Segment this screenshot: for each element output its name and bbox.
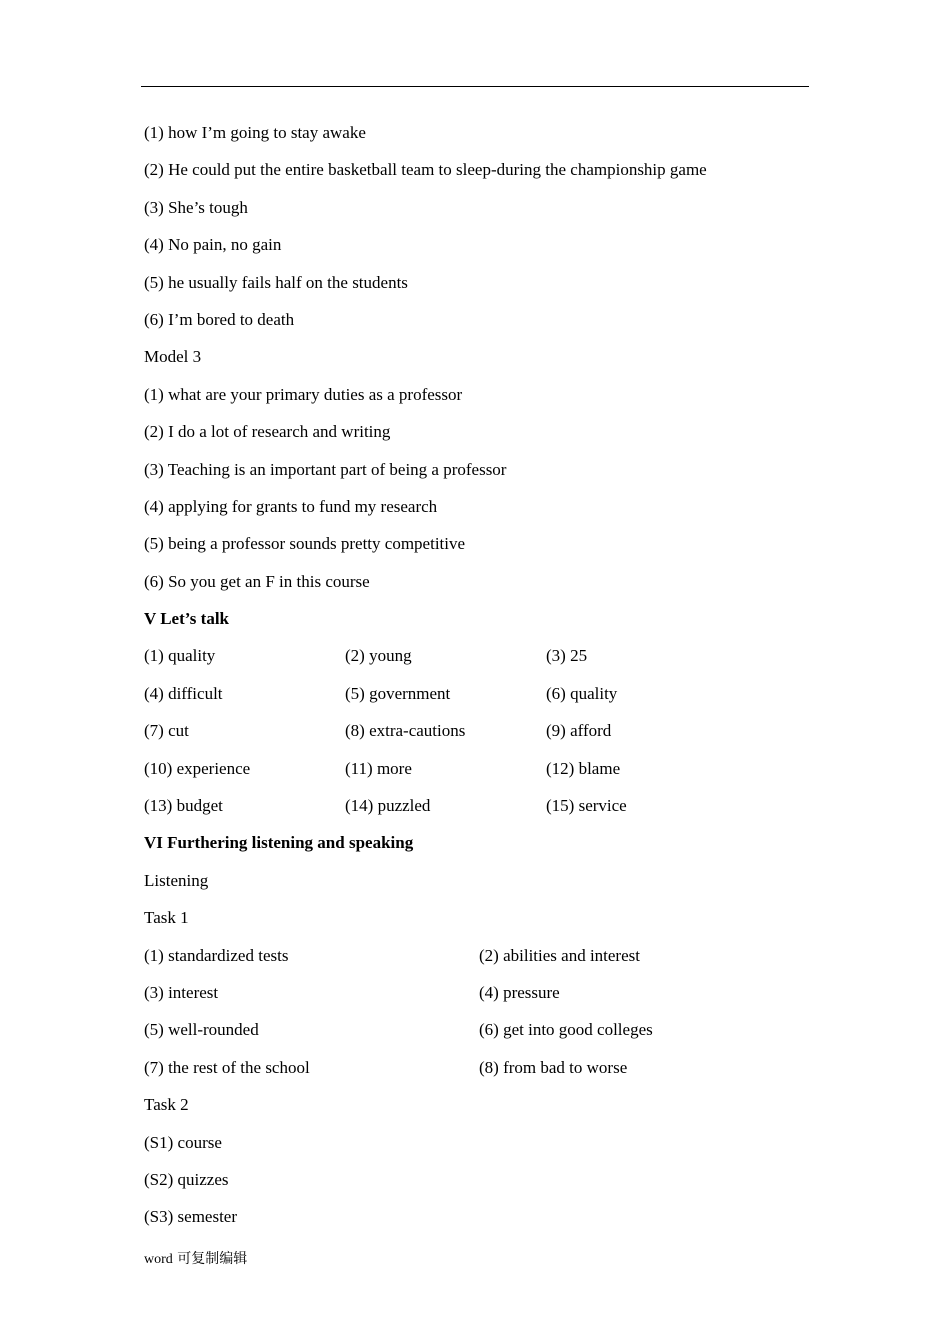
- model-answers-block: [144, 120, 824, 606]
- answer-line: (3) Teaching is an important part of being a professor: [144, 459, 507, 479]
- answer-line: (2) He could put the entire basketball team to sleep-during the championship game: [144, 160, 707, 180]
- answer-line: (4) applying for grants to fund my research: [144, 496, 438, 516]
- answer-cell: (4) pressure: [479, 982, 560, 1002]
- listening-label: Listening: [144, 870, 209, 890]
- header-rule: [141, 86, 809, 87]
- task1-answers: [144, 943, 824, 1093]
- answer-line: (6) I’m bored to death: [144, 309, 295, 329]
- answer-row: [144, 980, 824, 1017]
- task2-label: Task 2: [144, 1095, 189, 1115]
- answer-cell: (1) standardized tests: [144, 945, 289, 965]
- answer-cell: (5) well-rounded: [144, 1020, 259, 1040]
- answer-line: (3) She’s tough: [144, 197, 248, 217]
- answer-row: [144, 1017, 824, 1054]
- answer-line: (5) he usually fails half on the students: [144, 272, 408, 292]
- answer-line: (6) So you get an F in this course: [144, 571, 370, 591]
- answer-cell: (9) afford: [546, 721, 612, 741]
- answer-row: [144, 681, 824, 718]
- section-heading-lets-talk: V Let’s talk: [144, 609, 229, 629]
- answer-cell: (5) government: [345, 683, 451, 703]
- answer-line: (1) how I’m going to stay awake: [144, 123, 366, 142]
- answer-row: [144, 793, 824, 830]
- answer-row: [144, 943, 824, 980]
- answer-cell: (6) quality: [546, 683, 618, 703]
- footer-note: 可复制编辑: [177, 1251, 248, 1267]
- answer-row: [144, 643, 824, 680]
- task1-label: Task 1: [144, 908, 189, 928]
- answer-content: [144, 120, 824, 1242]
- answer-cell: (1) quality: [144, 646, 216, 666]
- answer-line: (S2) quizzes: [144, 1169, 229, 1189]
- answer-cell: (15) service: [546, 796, 627, 816]
- answer-cell: (2) young: [345, 646, 412, 666]
- footer-word: word: [144, 1252, 173, 1267]
- answer-cell: (8) from bad to worse: [479, 1057, 628, 1077]
- answer-row: [144, 1055, 824, 1092]
- answer-line: (1) what are your primary duties as a professor: [144, 384, 463, 404]
- answer-cell: (4) difficult: [144, 683, 223, 703]
- answer-line: (5) being a professor sounds pretty competitive: [144, 534, 466, 554]
- answer-line: (4) No pain, no gain: [144, 235, 282, 255]
- answer-row: [144, 756, 824, 793]
- answer-cell: (7) cut: [144, 721, 189, 741]
- answer-cell: (10) experience: [144, 758, 251, 778]
- answer-cell: (2) abilities and interest: [479, 945, 640, 965]
- answer-row: [144, 718, 824, 755]
- answer-cell: (6) get into good colleges: [479, 1020, 653, 1040]
- answer-line: (2) I do a lot of research and writing: [144, 422, 391, 442]
- section-heading-furthering: VI Furthering listening and speaking: [144, 833, 414, 853]
- answer-cell: (14) puzzled: [345, 796, 431, 816]
- answer-cell: (13) budget: [144, 796, 223, 816]
- task2-answers: [144, 1130, 824, 1242]
- page-footer: [144, 1248, 247, 1268]
- answer-cell: (12) blame: [546, 758, 621, 778]
- answer-cell: (3) 25: [546, 646, 588, 666]
- lets-talk-answers: [144, 643, 824, 830]
- answer-line: Model 3: [144, 347, 202, 367]
- answer-cell: (7) the rest of the school: [144, 1057, 310, 1077]
- answer-line: (S1) course: [144, 1132, 222, 1152]
- answer-cell: (11) more: [345, 758, 412, 778]
- answer-cell: (3) interest: [144, 982, 219, 1002]
- answer-line: (S3) semester: [144, 1207, 238, 1227]
- answer-cell: (8) extra-cautions: [345, 721, 466, 741]
